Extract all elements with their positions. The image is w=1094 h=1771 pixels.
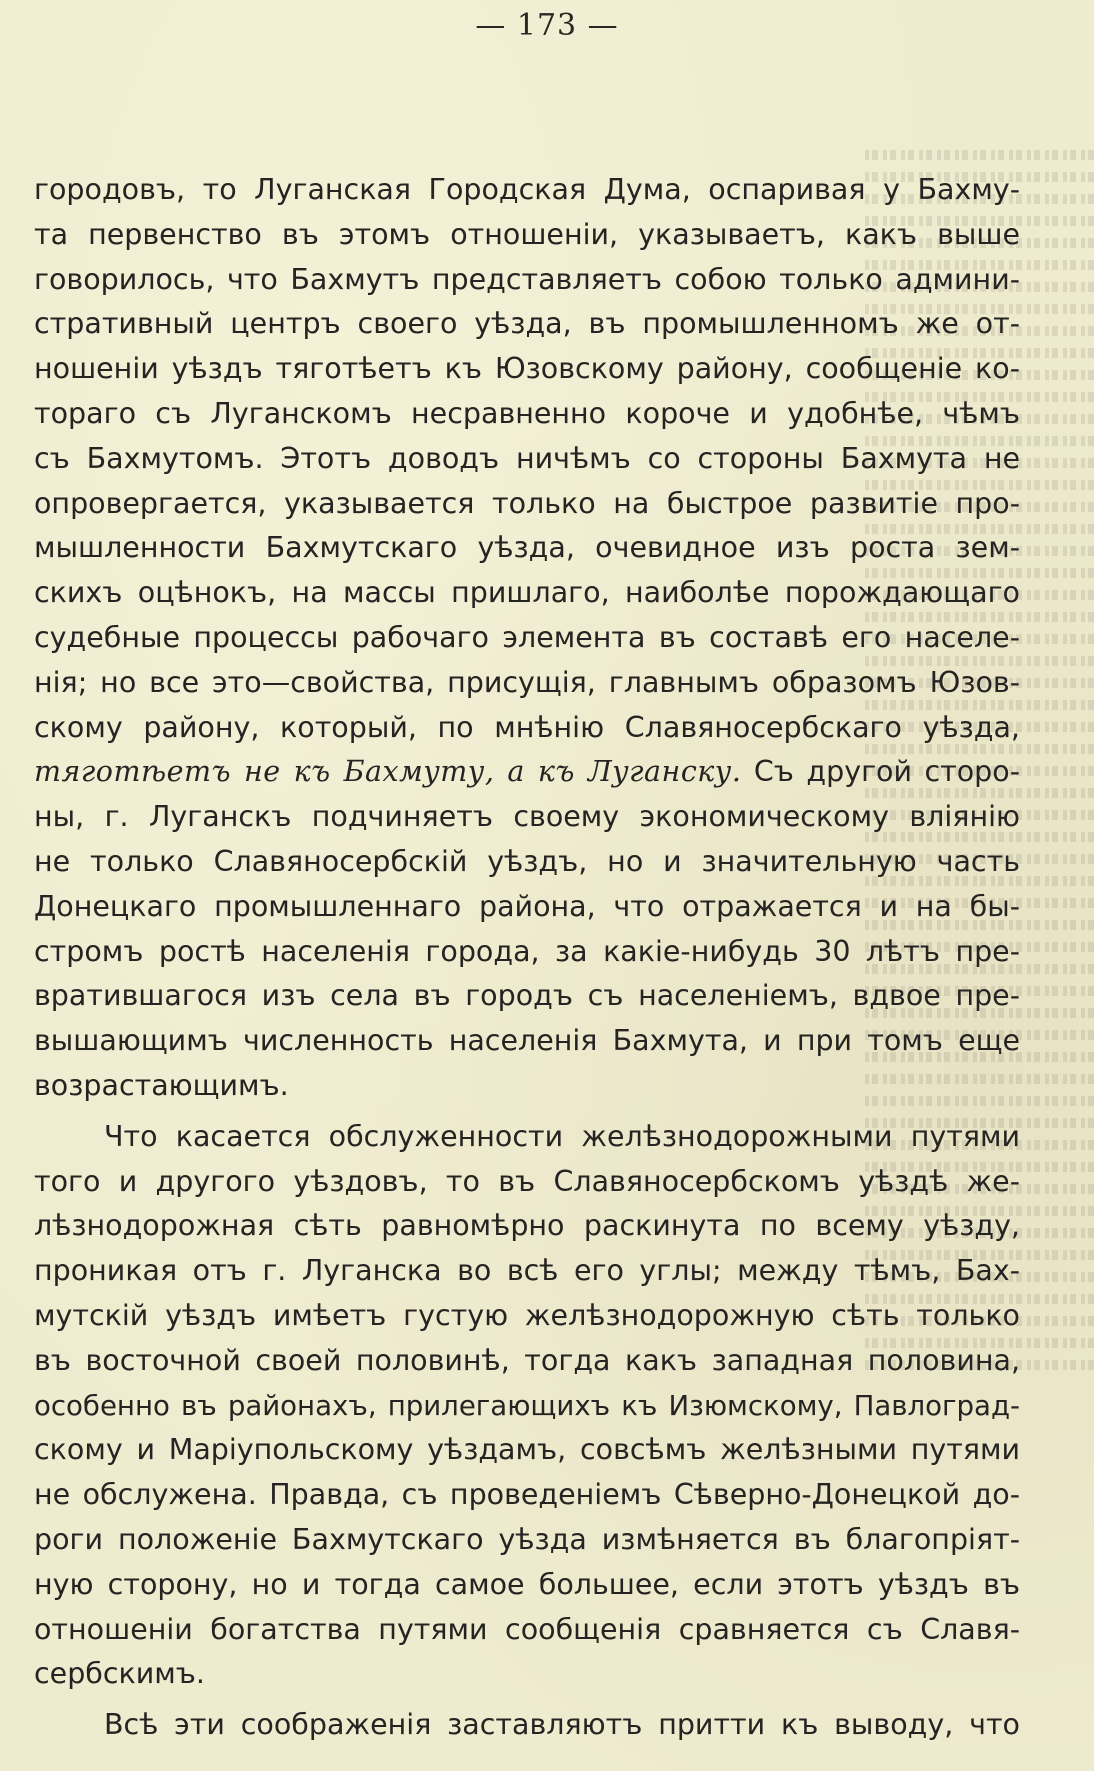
text-line: судебные процессы рабочаго элемента въ составѣ его населе- bbox=[34, 620, 1020, 654]
text-line: нiя; но все это—свойства, присущiя, главнымъ образомъ Юзов- bbox=[34, 665, 1020, 699]
text-line: Всѣ эти соображенiя заставляютъ притти къ выводу, что bbox=[104, 1708, 1020, 1742]
text-line: съ Бахмутомъ. Этотъ доводъ ничѣмъ со стороны Бахмута не bbox=[34, 441, 1020, 475]
text-line: скихъ оцѣнокъ, на массы пришлаго, наиболѣе порождающаго bbox=[34, 576, 1020, 610]
text-line: Донецкаго промышленнаго района, что отражается и на бы- bbox=[34, 889, 1020, 923]
text-line: возрастающимъ. bbox=[34, 1068, 289, 1102]
text-line: въ восточной своей половинѣ, тогда какъ западная половина, bbox=[34, 1343, 1020, 1377]
text-line: проникая отъ г. Луганска во всѣ его углы; между тѣмъ, Бах- bbox=[34, 1254, 1020, 1288]
text-line: тораго съ Луганскомъ несравненно короче и удобнѣе, чѣмъ bbox=[34, 396, 1020, 430]
text-line: особенно въ районахъ, прилегающихъ къ Изюмскому, Павлоград- bbox=[34, 1388, 1020, 1422]
paragraph-2 bbox=[34, 1115, 1020, 1697]
text-line: не обслужена. Правда, съ проведенiемъ Сѣверно-Донецкой до- bbox=[34, 1478, 1020, 1512]
text-line: стромъ ростѣ населенiя города, за какiе-нибудь 30 лѣтъ пре- bbox=[34, 934, 1020, 968]
text-line: стративный центръ своего уѣзда, въ промышленномъ же от- bbox=[34, 307, 1020, 341]
text-line: опровергается, указывается только на быстрое развитiе про- bbox=[34, 486, 1020, 520]
text-line: не только Славяносербскiй уѣздъ, но и значительную часть bbox=[34, 844, 1020, 878]
text-line: отношенiи богатства путями сообщенiя сравняется съ Славя- bbox=[34, 1612, 1020, 1646]
text-line: городовъ, то Луганская Городская Дума, оспаривая у Бахму- bbox=[34, 173, 1020, 206]
page-number-header: — 173 — bbox=[475, 8, 619, 43]
text-line: скому району, который, по мнѣнiю Славяносербскаго уѣзда, bbox=[34, 710, 1020, 744]
text-line: ную сторону, но и тогда самое большее, если этотъ уѣздъ въ bbox=[34, 1567, 1020, 1601]
text-line: того и другого уѣздовъ, то въ Славяносербскомъ уѣздѣ же- bbox=[34, 1164, 1020, 1198]
text-line: говорилось, что Бахмутъ представляетъ собою только админи- bbox=[34, 262, 1020, 296]
text-line: скому и Марiупольскому уѣздамъ, совсѣмъ желѣзными путями bbox=[34, 1433, 1020, 1467]
text-line: вышающимъ численность населенiя Бахмута, и при томъ еще bbox=[34, 1024, 1020, 1058]
text-line-rest: Съ другой сторо- bbox=[741, 755, 1020, 789]
text-line: сербскимъ. bbox=[34, 1657, 205, 1691]
text-line: лѣзнодорожная сѣть равномѣрно раскинута по всему уѣзду, bbox=[34, 1209, 1020, 1243]
body-text bbox=[34, 168, 1020, 1748]
paragraph-1 bbox=[34, 168, 1020, 1109]
text-line: ны, г. Луганскъ подчиняетъ своему экономическому влiянiю bbox=[34, 800, 1020, 834]
text-line: вратившагося изъ села въ городъ съ населенiемъ, вдвое пре- bbox=[34, 979, 1020, 1013]
text-line: мышленности Бахмутскаго уѣзда, очевидное изъ роста зем- bbox=[34, 531, 1020, 565]
text-line: Что касается обслуженности желѣзнодорожными путями bbox=[104, 1119, 1020, 1153]
text-line-with-italic bbox=[34, 750, 1020, 795]
text-line: та первенство въ этомъ отношенiи, указываетъ, какъ выше bbox=[34, 217, 1020, 251]
italic-emphasis: тяготѣетъ не къ Бахмуту, а къ Луганску. bbox=[34, 755, 742, 789]
text-line: роги положенiе Бахмутскаго уѣзда измѣняется въ благопрiят- bbox=[34, 1522, 1020, 1556]
paragraph-3 bbox=[34, 1703, 1020, 1748]
text-line: ношенiи уѣздъ тяготѣетъ къ Юзовскому району, сообщенiе ко- bbox=[34, 352, 1020, 386]
text-line: мутскiй уѣздъ имѣетъ густую желѣзнодорожную сѣть только bbox=[34, 1298, 1020, 1332]
